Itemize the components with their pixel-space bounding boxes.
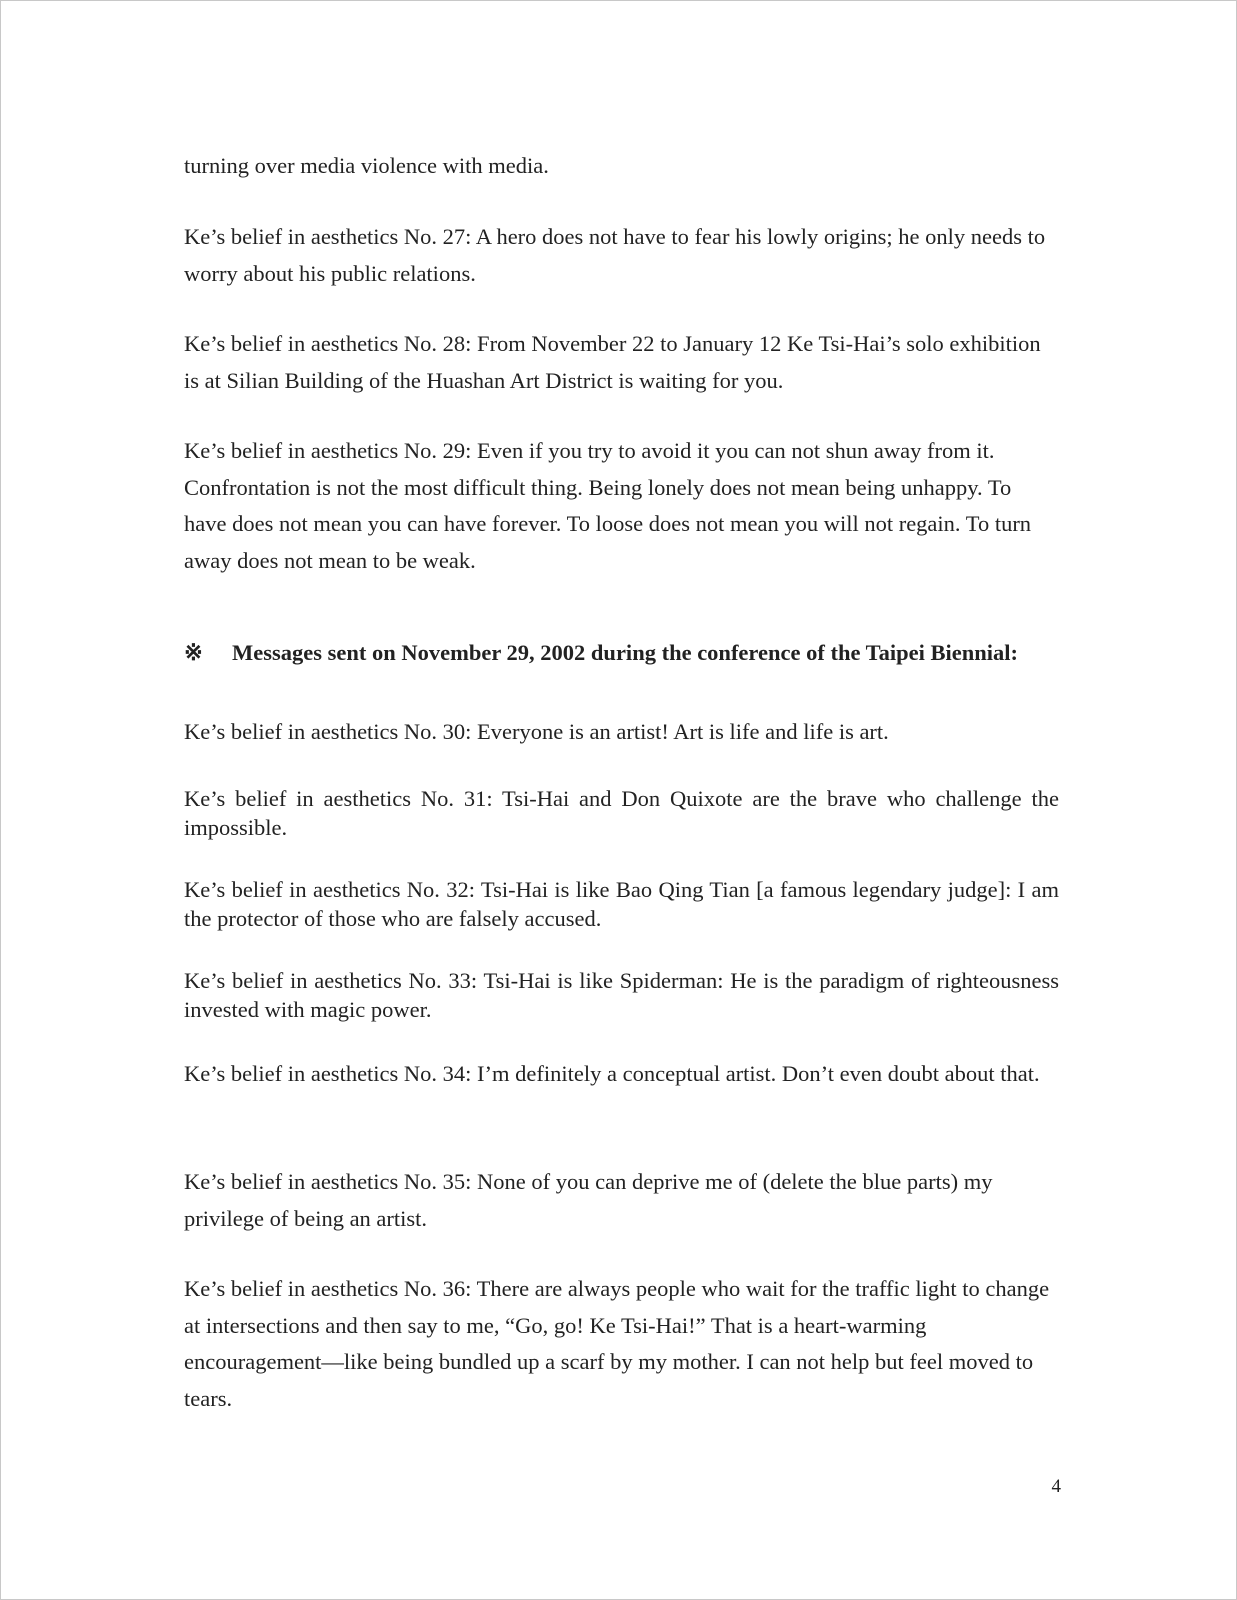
section-heading bbox=[184, 637, 1059, 668]
paragraph-belief-31: Ke’s belief in aesthetics No. 31: Tsi-Hai and Don Quixote are the brave who challenge the impossible. bbox=[184, 786, 1059, 840]
paragraph-belief-36: Ke’s belief in aesthetics No. 36: There are always people who wait for the traffic light to change at intersections and then say to me, “Go, go! Ke Tsi-Hai!” That is a heart-warming encouragement—like being bundled up a scarf by my mother. I can not help but feel moved to tears. bbox=[184, 1276, 1050, 1411]
paragraph-belief-35: Ke’s belief in aesthetics No. 35: None of you can deprive me of (delete the blue parts) my privilege of being an artist. bbox=[184, 1169, 993, 1231]
page-number: 4 bbox=[1051, 1476, 1061, 1497]
section-heading-text: Messages sent on November 29, 2002 during the conference of the Taipei Biennial: bbox=[232, 640, 1019, 665]
paragraph-belief-32: Ke’s belief in aesthetics No. 32: Tsi-Hai is like Bao Qing Tian [a famous legendary judge]: I am the protector of those who are falsely accused. bbox=[184, 877, 1059, 931]
paragraph-belief-34: Ke’s belief in aesthetics No. 34: I’m definitely a conceptual artist. Don’t even doubt about that. bbox=[184, 1061, 1040, 1086]
paragraph-media-violence: turning over media violence with media. bbox=[184, 153, 549, 178]
paragraph-belief-30: Ke’s belief in aesthetics No. 30: Everyone is an artist! Art is life and life is art. bbox=[184, 719, 889, 744]
reference-mark-icon: ※ bbox=[184, 640, 203, 665]
paragraph-belief-33: Ke’s belief in aesthetics No. 33: Tsi-Hai is like Spiderman: He is the paradigm of righteousness invested with magic power. bbox=[184, 968, 1059, 1022]
paragraph-belief-29: Ke’s belief in aesthetics No. 29: Even if you try to avoid it you can not shun away from it. Confrontation is not the most difficult thing. Being lonely does not mean being unhappy. To have does not mean you can have forever. To loose does not mean you will not regain. To turn away does not mean to be weak. bbox=[184, 438, 1032, 573]
paragraph-belief-27: Ke’s belief in aesthetics No. 27: A hero does not have to fear his lowly origins; he only needs to worry about his public relations. bbox=[184, 224, 1046, 286]
paragraph-belief-28: Ke’s belief in aesthetics No. 28: From November 22 to January 12 Ke Tsi-Hai’s solo exhibition is at Silian Building of the Huashan Art District is waiting for you. bbox=[184, 331, 1041, 393]
